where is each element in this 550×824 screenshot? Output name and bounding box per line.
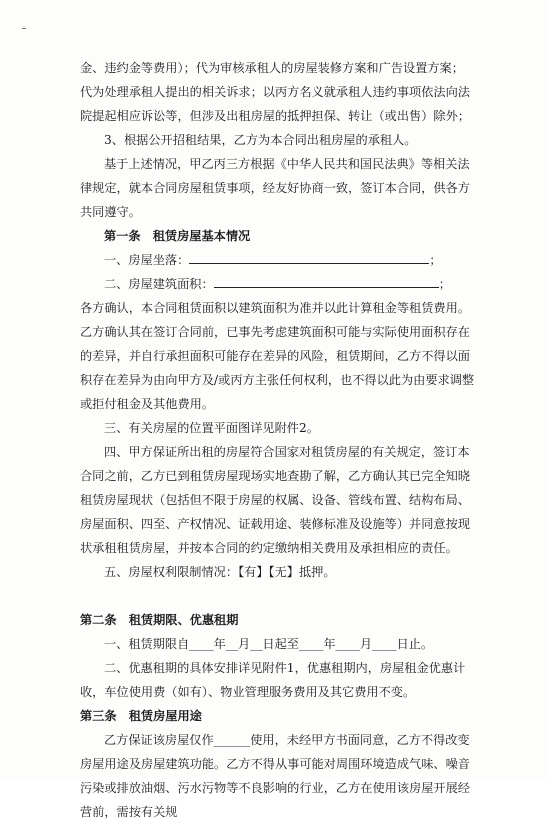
paragraph-text: 金、违约金等费用）；代为审核承租人的房屋装修方案和广告设置方案；代为处理承租人提出的相关诉求；以丙方名义就承租人违约事项依法向法院提起相应诉讼等，但涉及出租房屋的抵押担保、转让（或出售）除外；	[80, 61, 470, 123]
paragraph-tail: ；	[429, 253, 442, 267]
paragraph	[80, 128, 475, 152]
paragraph-text: 乙方保证该房屋仅作______使用，未经甲方书面同意，乙方不得改变房屋用途及房屋建筑功能。乙方不得从事可能对周围环境造成气味、噪音污染或排放油烟、污水污物等不良影响的行业，乙方在使用该房屋开展经营前，需按有关规	[80, 733, 470, 819]
paragraph	[80, 152, 475, 224]
paragraph	[80, 416, 475, 440]
paragraph-text: 二、房屋建筑面积：	[104, 277, 214, 291]
paragraph	[80, 440, 475, 560]
section-spacer	[80, 584, 475, 608]
paragraph	[80, 272, 475, 296]
paragraph-text: 四、甲方保证所出租的房屋符合国家对租赁房屋的有关规定，签订本合同之前，乙方已到租赁房屋现场实地查勘了解，乙方确认其已完全知晓租赁房屋现状（包括但不限于房屋的权属、设备、管线布置、结构布局、房屋面积、四至、产权情况、证载用途、装修标准及设施等）并同意按现状承租租赁房屋，并按本合同的约定缴纳相关费用及承担相应的责任。	[80, 445, 470, 555]
paragraph-text: 第三条 租赁房屋用途	[80, 709, 202, 723]
paragraph-text: 各方确认，本合同租赁面积以建筑面积为准并以此计算租金等租赁费用。乙方确认其在签订合同前，已事先考虑建筑面积可能与实际使用面积存在的差异，并自行承担面积可能存在差异的风险，租赁期间，乙方不得以面积存在差异为由向甲方及/或丙方主张任何权利，也不得以此为由要求调整或拒付租金及其他费用。	[80, 301, 475, 411]
paragraph-text: 第二条 租赁期限、优惠租期	[80, 613, 239, 627]
paragraph-text: 二、优惠租期的具体安排详见附件1，优惠租期内，房屋租金优惠计收，车位使用费（如有）、物业管理服务费用及其它费用不变。	[80, 661, 466, 699]
paragraph-text: 3、根据公开招租结果，乙方为本合同出租房屋的承租人。	[104, 133, 417, 147]
paragraph	[80, 296, 475, 416]
blank-underline	[189, 250, 429, 264]
paragraph	[80, 728, 475, 824]
section-heading	[80, 704, 475, 728]
paragraph-text: 一、租赁期限自____年__月__日起至____年____月____日止。	[104, 637, 434, 651]
paragraph-text: 一、房屋坐落：	[104, 253, 190, 267]
paragraph-text: 基于上述情况，甲乙丙三方根据《中华人民共和国民法典》等相关法律规定，就本合同房屋租赁事项，经友好协商一致，签订本合同，供各方共同遵守。	[80, 157, 470, 219]
paragraph	[80, 656, 475, 704]
paragraph-text: 五、房屋权利限制情况：【有】【无】抵押。	[104, 565, 336, 579]
document-body	[80, 56, 475, 824]
paragraph	[80, 632, 475, 656]
section-heading	[80, 608, 475, 632]
paragraph	[80, 56, 475, 128]
paragraph-text: 第一条 租赁房屋基本情况	[104, 229, 251, 243]
paragraph	[80, 248, 475, 272]
blank-underline	[214, 274, 439, 288]
section-heading	[80, 224, 475, 248]
paragraph	[80, 560, 475, 584]
scan-mark	[22, 28, 26, 29]
paragraph-text: 三、有关房屋的位置平面图详见附件2。	[104, 421, 319, 435]
paragraph-tail: ；	[438, 277, 451, 291]
